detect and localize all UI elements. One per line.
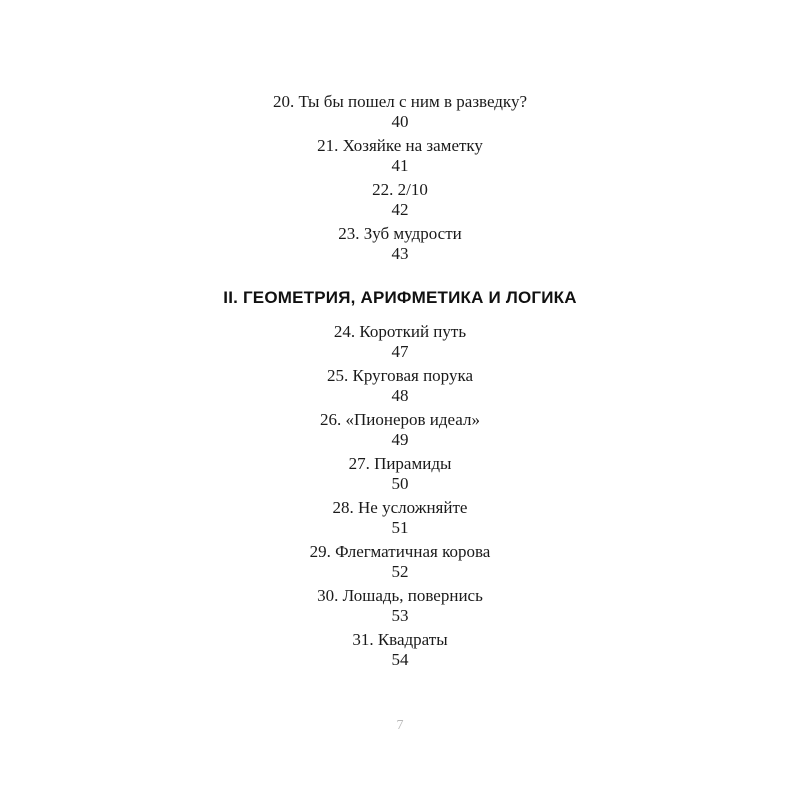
toc-entry-page: 54: [391, 650, 409, 669]
toc-entry-title: 28. Не усложняйте: [332, 498, 468, 517]
toc-entry[interactable]: [0, 322, 800, 362]
toc-entry-page: 51: [391, 518, 409, 537]
toc-entry-title: 30. Лошадь, повернись: [317, 586, 483, 605]
toc-list-part-one: [0, 92, 800, 264]
toc-entry[interactable]: [0, 224, 800, 264]
toc-entry-title: 22. 2/10: [372, 180, 428, 199]
toc-entry[interactable]: [0, 136, 800, 176]
toc-entry-title: 31. Квадраты: [352, 630, 448, 649]
toc-entry[interactable]: [0, 542, 800, 582]
toc-entry[interactable]: [0, 410, 800, 450]
toc-entry-page: 42: [391, 200, 409, 219]
section-heading[interactable]: II. ГЕОМЕТРИЯ, АРИФМЕТИКА И ЛОГИКА: [223, 288, 577, 307]
toc-entry-title: 20. Ты бы пошел с ним в разведку?: [273, 92, 527, 111]
toc-entry-title: 21. Хозяйке на заметку: [317, 136, 483, 155]
toc-entry[interactable]: [0, 92, 800, 132]
toc-list-part-two: [0, 322, 800, 670]
toc-entry-title: 24. Короткий путь: [333, 322, 467, 341]
toc-entry-title: 26. «Пионеров идеал»: [320, 410, 480, 429]
toc-entry-page: 49: [391, 430, 409, 449]
toc-entry[interactable]: [0, 366, 800, 406]
toc-entry[interactable]: [0, 498, 800, 538]
toc-entry-page: 48: [391, 386, 409, 405]
toc-entry-title: 23. Зуб мудрости: [338, 224, 462, 243]
toc-entry-page: 53: [391, 606, 409, 625]
toc-entry[interactable]: [0, 586, 800, 626]
toc-entry-page: 47: [391, 342, 409, 361]
toc-entry-page: 52: [391, 562, 409, 581]
toc-entry[interactable]: [0, 630, 800, 670]
page-number: 7: [396, 718, 404, 733]
toc-entry-page: 41: [391, 156, 409, 175]
toc-entry-page: 43: [391, 244, 409, 263]
toc-entry-title: 25. Круговая порука: [326, 366, 473, 385]
toc-entry-title: 27. Пирамиды: [348, 454, 452, 473]
toc-entry[interactable]: [0, 454, 800, 494]
toc-entry-page: 40: [391, 112, 409, 131]
toc-entry-page: 50: [391, 474, 409, 493]
toc-entry-title: 29. Флегматичная корова: [309, 542, 491, 561]
toc-entry[interactable]: [0, 180, 800, 220]
